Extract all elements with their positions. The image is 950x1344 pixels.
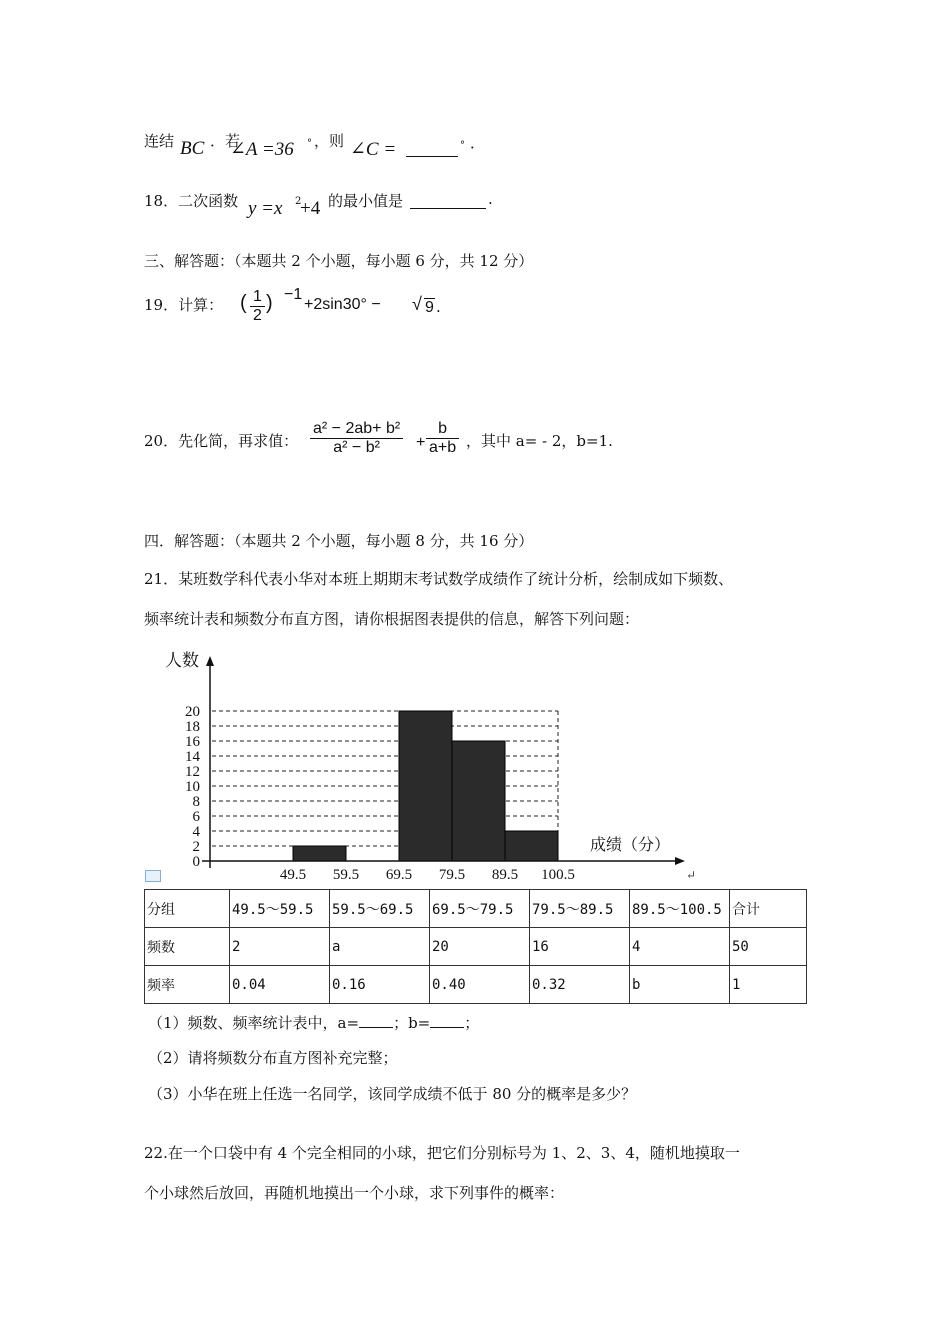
small-marker-icon [145,870,161,882]
histogram-bar [399,711,452,861]
histogram-bar [293,846,346,861]
q21-line-2: 频率统计表和频数分布直方图，请你根据图表提供的信息，解答下列问题： [144,610,640,628]
table-cell: 20 [430,928,530,966]
q17-then: ，则 [314,132,345,150]
q18-number: 18．二次函数 [144,192,239,210]
y-tick-label: 20 [185,704,200,720]
table-cell: 频数 [145,928,230,966]
histogram-y-ticks [185,704,201,870]
q20-fraction-1 [310,420,403,457]
q19-label: 19．计算： [144,296,224,314]
return-mark-icon: ↵ [686,868,697,882]
q20-f2-den: a+b [429,439,457,456]
q21-sub-3: （3）小华在班上任选一名同学，该同学成绩不低于 80 分的概率是多少？ [148,1085,637,1103]
frequency-table [144,889,807,1004]
table-row [145,928,807,966]
table-header-row [145,890,807,928]
x-tick-label: 89.5 [491,867,519,883]
y-tick-label: 18 [185,719,200,735]
q18-expr: y =x [248,198,283,219]
histogram-bar [452,741,505,861]
y-tick-label: 14 [185,749,200,765]
x-tick-label: 49.5 [279,867,307,883]
q21-sub1-a: （1）频数、频率统计表中，a= [148,1014,360,1032]
q19-middle: +2sin30° − [304,296,381,313]
table-cell: 16 [530,928,630,966]
table-cell: 49.5～59.5 [230,890,330,928]
q17-degree-2: ° [460,140,465,151]
q21-blank-b [430,1027,464,1028]
table-cell: 59.5～69.5 [330,890,430,928]
table-cell: 0.04 [230,966,330,1004]
q21-blank-a [359,1027,393,1028]
q18-expr-tail: +4 [300,198,321,219]
q19-lparen: ( [240,292,247,314]
table-cell: 频率 [145,966,230,1004]
table-cell: 分组 [145,890,230,928]
q19-line [144,288,464,328]
q17-angle-c: ∠C = [350,139,397,160]
y-tick-label: 12 [185,764,200,780]
q17-prefix: 连结 [144,132,175,150]
q19-sqrt-symbol: √ [412,294,422,314]
table-cell: 合计 [730,890,807,928]
y-tick-label: 16 [185,734,200,750]
q20-tail: ，其中 a= - 2，b=1. [466,432,613,450]
q21-sub1-end: ； [464,1014,480,1032]
q21-sub1-b: ；b= [393,1014,431,1032]
x-axis-label: 成绩（分） [590,835,671,854]
table-cell: 69.5～79.5 [430,890,530,928]
table-cell: 0.32 [530,966,630,1004]
q18-text: 的最小值是 [328,192,404,210]
table-cell: 1 [730,966,807,1004]
table-cell: 89.5～100.5 [630,890,730,928]
q20-fraction-2 [426,420,459,457]
table-cell: 0.40 [430,966,530,1004]
q19-frac-den: 2 [253,307,262,324]
q21-line-1: 21．某班数学科代表小华对本班上期期末考试数学成绩作了统计分析，绘制成如下频数、 [144,570,734,588]
q18-exponent: 2 [295,196,302,207]
q17-degree: ° [307,138,312,149]
q19-rparen: ) [266,292,273,314]
y-axis-arrow [206,656,214,666]
q20-f1-den: a² − b² [333,439,380,456]
q19-fraction [250,288,265,325]
q17-if: ．若 [210,132,241,150]
x-axis-arrow [675,857,685,865]
q22-line-2: 个小球然后放回，再随机地摸出一个小球，求下列事件的概率： [144,1184,565,1202]
frequency-histogram [140,640,700,885]
table-row [145,966,807,1004]
q20-f1-num: a² − 2ab+ b² [310,420,403,439]
table-cell: 50 [730,928,807,966]
q17-end: ． [470,134,486,152]
q20-line [144,418,624,478]
y-tick-label: 2 [192,839,200,855]
y-tick-label: 4 [192,824,200,840]
section-4-heading: 四．解答题：（本题共 2 个小题，每小题 8 分，共 16 分） [144,532,534,550]
q18-end: . [488,190,493,208]
q20-label: 20．先化简，再求值： [144,432,299,450]
x-tick-label: 100.5 [541,867,575,883]
table-cell: 2 [230,928,330,966]
table-cell: 0.16 [330,966,430,1004]
section-3-heading: 三、解答题：（本题共 2 个小题，每小题 6 分，共 12 分） [144,252,534,270]
table-cell: 4 [630,928,730,966]
q17-angle-a: ∠A =36 [230,139,294,160]
q20-plus: + [416,434,426,451]
q22-line-1: 22.在一个口袋中有 4 个完全相同的小球，把它们分别标号为 1、2、3、4，随机地摸取一 [144,1144,740,1162]
x-tick-label: 59.5 [332,867,360,883]
x-tick-label: 69.5 [385,867,413,883]
q18-answer-blank [410,208,486,209]
q17-bc: BC [180,138,205,159]
q21-sub-1 [148,1012,479,1033]
histogram-bar [505,831,558,861]
y-tick-label: 0 [192,854,200,870]
x-tick-label: 79.5 [438,867,466,883]
y-axis-label: 人数 [165,651,199,671]
y-tick-label: 6 [192,809,200,825]
q20-f2-num: b [426,420,459,439]
y-tick-label: 8 [192,794,200,810]
q19-exponent: −1 [284,286,303,303]
q19-end: . [436,298,441,316]
table-cell: 79.5～89.5 [530,890,630,928]
q19-frac-num: 1 [250,288,265,307]
q17-answer-blank [406,156,458,157]
table-cell: a [330,928,430,966]
q21-sub-2: （2）请将频数分布直方图补充完整； [148,1049,398,1067]
y-tick-label: 10 [185,779,200,795]
table-cell: b [630,966,730,1004]
q19-sqrt-arg: 9 [425,299,434,316]
histogram-x-ticks [280,867,575,883]
